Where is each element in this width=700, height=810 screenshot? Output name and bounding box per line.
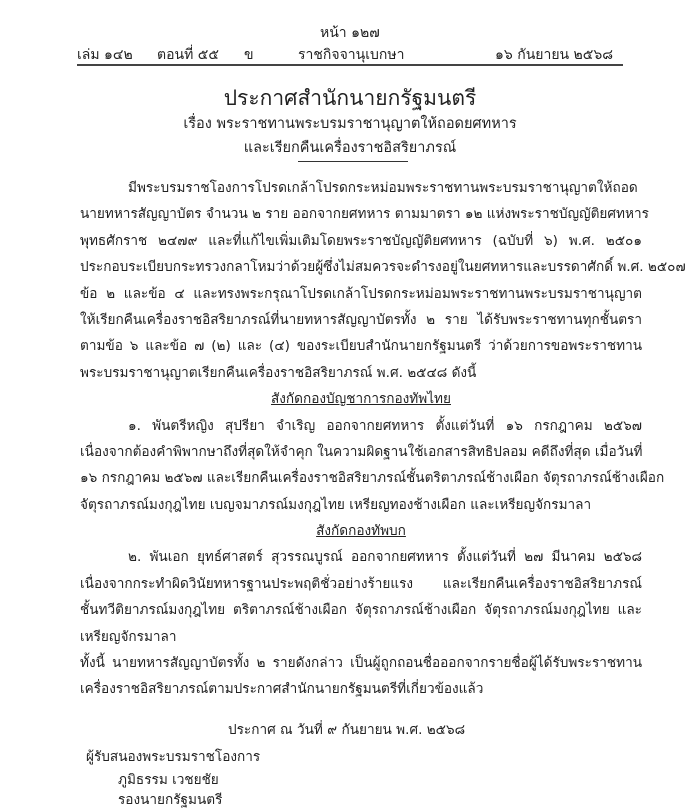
page-number: หน้า ๑๒๗: [320, 25, 380, 41]
issue-number: ตอนที่ ๕๕: [157, 47, 219, 63]
section-heading-text: สังกัดกองทัพบก: [316, 523, 406, 540]
intro-line: ข้อ ๒ และข้อ ๔ และทรงพระกรุณาโปรดเกล้าโปรดกระหม่อมพระราชทานพระบรมราชานุญาต: [80, 285, 642, 302]
subject-line-1: เรื่อง พระราชทานพระบรมราชานุญาตให้ถอดยศทหาร: [183, 116, 517, 132]
title-divider: [298, 161, 408, 162]
section-letter: ข: [244, 47, 254, 63]
announcement-date: ประกาศ ณ วันที่ ๙ กันยายน พ.ศ. ๒๕๖๘: [228, 722, 466, 738]
intro-line: ตามข้อ ๖ และข้อ ๗ (๒) และ (๔) ของระเบียบสำนักนายกรัฐมนตรี ว่าด้วยการขอพระราชทาน: [80, 338, 642, 355]
item-line: เนื่องจากกระทำผิดวินัยทหารฐานประพฤติชั่วอย่างร้ายแรง และเรียกคืนเครื่องราชอิสริยาภรณ์: [80, 575, 642, 592]
item-line: ๑๖ กรกฎาคม ๒๕๖๗ และเรียกคืนเครื่องราชอิสริยาภรณ์ชั้นตริตาภรณ์ช้างเผือก จัตุรถาภรณ์ช้างเผือก: [80, 470, 665, 487]
intro-line: มีพระบรมราชโองการโปรดเกล้าโปรดกระหม่อมพระราชทานพระบรมราชานุญาตให้ถอด: [128, 180, 638, 196]
intro-line: นายทหารสัญญาบัตร จำนวน ๒ ราย ออกจากยศทหาร ตามมาตรา ๑๒ แห่งพระราชบัญญัติยศทหาร: [80, 206, 649, 223]
intro-line: พระบรมราชานุญาตเรียกคืนเครื่องราชอิสริยาภรณ์ พ.ศ. ๒๕๔๘ ดังนี้: [80, 364, 477, 381]
intro-line: ประกอบระเบียบกระทรวงกลาโหมว่าด้วยผู้ซึ่งไม่สมควรจะดำรงอยู่ในยศทหารและบรรดาศักดิ์ พ.ศ. ๒๕๐๗: [80, 259, 686, 276]
section-heading-armed-forces: [80, 386, 642, 412]
closing-line: ทั้งนี้ นายทหารสัญญาบัตรทั้ง ๒ รายดังกล่าว เป็นผู้ถูกถอนชื่อออกจากรายชื่อผู้ได้รับพระราชทาน: [80, 655, 642, 672]
item-line: ชั้นทวีติยาภรณ์มงกุฎไทย ตริตาภรณ์ช้างเผือก จัตุรถาภรณ์ช้างเผือก จัตุรถาภรณ์มงกุฎไทย และ: [80, 602, 642, 619]
document-body: [80, 175, 686, 703]
signatory-name: ภูมิธรรม เวชยชัย: [118, 772, 219, 788]
gazette-name: ราชกิจจานุเบกษา: [298, 47, 405, 63]
item-line: ๑. พันตรีหญิง สุปรียา จำเริญ ออกจากยศทหาร ตั้งแต่วันที่ ๑๖ กรกฎาคม ๒๕๖๗: [128, 417, 642, 434]
volume-number: เล่ม ๑๔๒: [77, 47, 133, 63]
header-divider: [77, 64, 623, 66]
countersign-label: ผู้รับสนองพระบรมราชโองการ: [86, 749, 261, 765]
item-line: เนื่องจากต้องคำพิพากษาถึงที่สุดให้จำคุก ในความผิดฐานใช้เอกสารสิทธิปลอม คดีถึงที่สุด เมื่อวันที่: [80, 443, 643, 460]
item-line: จัตุรถาภรณ์มงกุฎไทย เบญจมาภรณ์มงกุฎไทย เหรียญทองช้างเผือก และเหรียญจักรมาลา: [80, 496, 592, 513]
section-heading-text: สังกัดกองบัญชาการกองทัพไทย: [271, 391, 451, 408]
item-line: เหรียญจักรมาลา: [80, 628, 177, 645]
section-heading-army: [80, 518, 642, 544]
signatory-position: รองนายกรัฐมนตรี: [118, 792, 223, 808]
gazette-date: ๑๖ กันยายน ๒๕๖๘: [495, 47, 614, 63]
item-line: ๒. พันเอก ยุทธ์ศาสตร์ สุวรรณบูรณ์ ออกจากยศทหาร ตั้งแต่วันที่ ๒๗ มีนาคม ๒๕๖๘: [128, 549, 642, 566]
subject-line-2: และเรียกคืนเครื่องราชอิสริยาภรณ์: [243, 140, 457, 156]
document-title: ประกาศสำนักนายกรัฐมนตรี: [223, 86, 477, 110]
intro-line: ให้เรียกคืนเครื่องราชอิสริยาภรณ์ที่นายทหารสัญญาบัตรทั้ง ๒ ราย ได้รับพระราชทานทุกชั้นตรา: [80, 311, 642, 328]
intro-line: พุทธศักราช ๒๔๗๙ และที่แก้ไขเพิ่มเติมโดยพระราชบัญญัติยศทหาร (ฉบับที่ ๖) พ.ศ. ๒๕๐๑: [80, 232, 642, 249]
closing-line: เครื่องราชอิสริยาภรณ์ตามประกาศสำนักนายกรัฐมนตรีที่เกี่ยวข้องแล้ว: [80, 681, 484, 698]
